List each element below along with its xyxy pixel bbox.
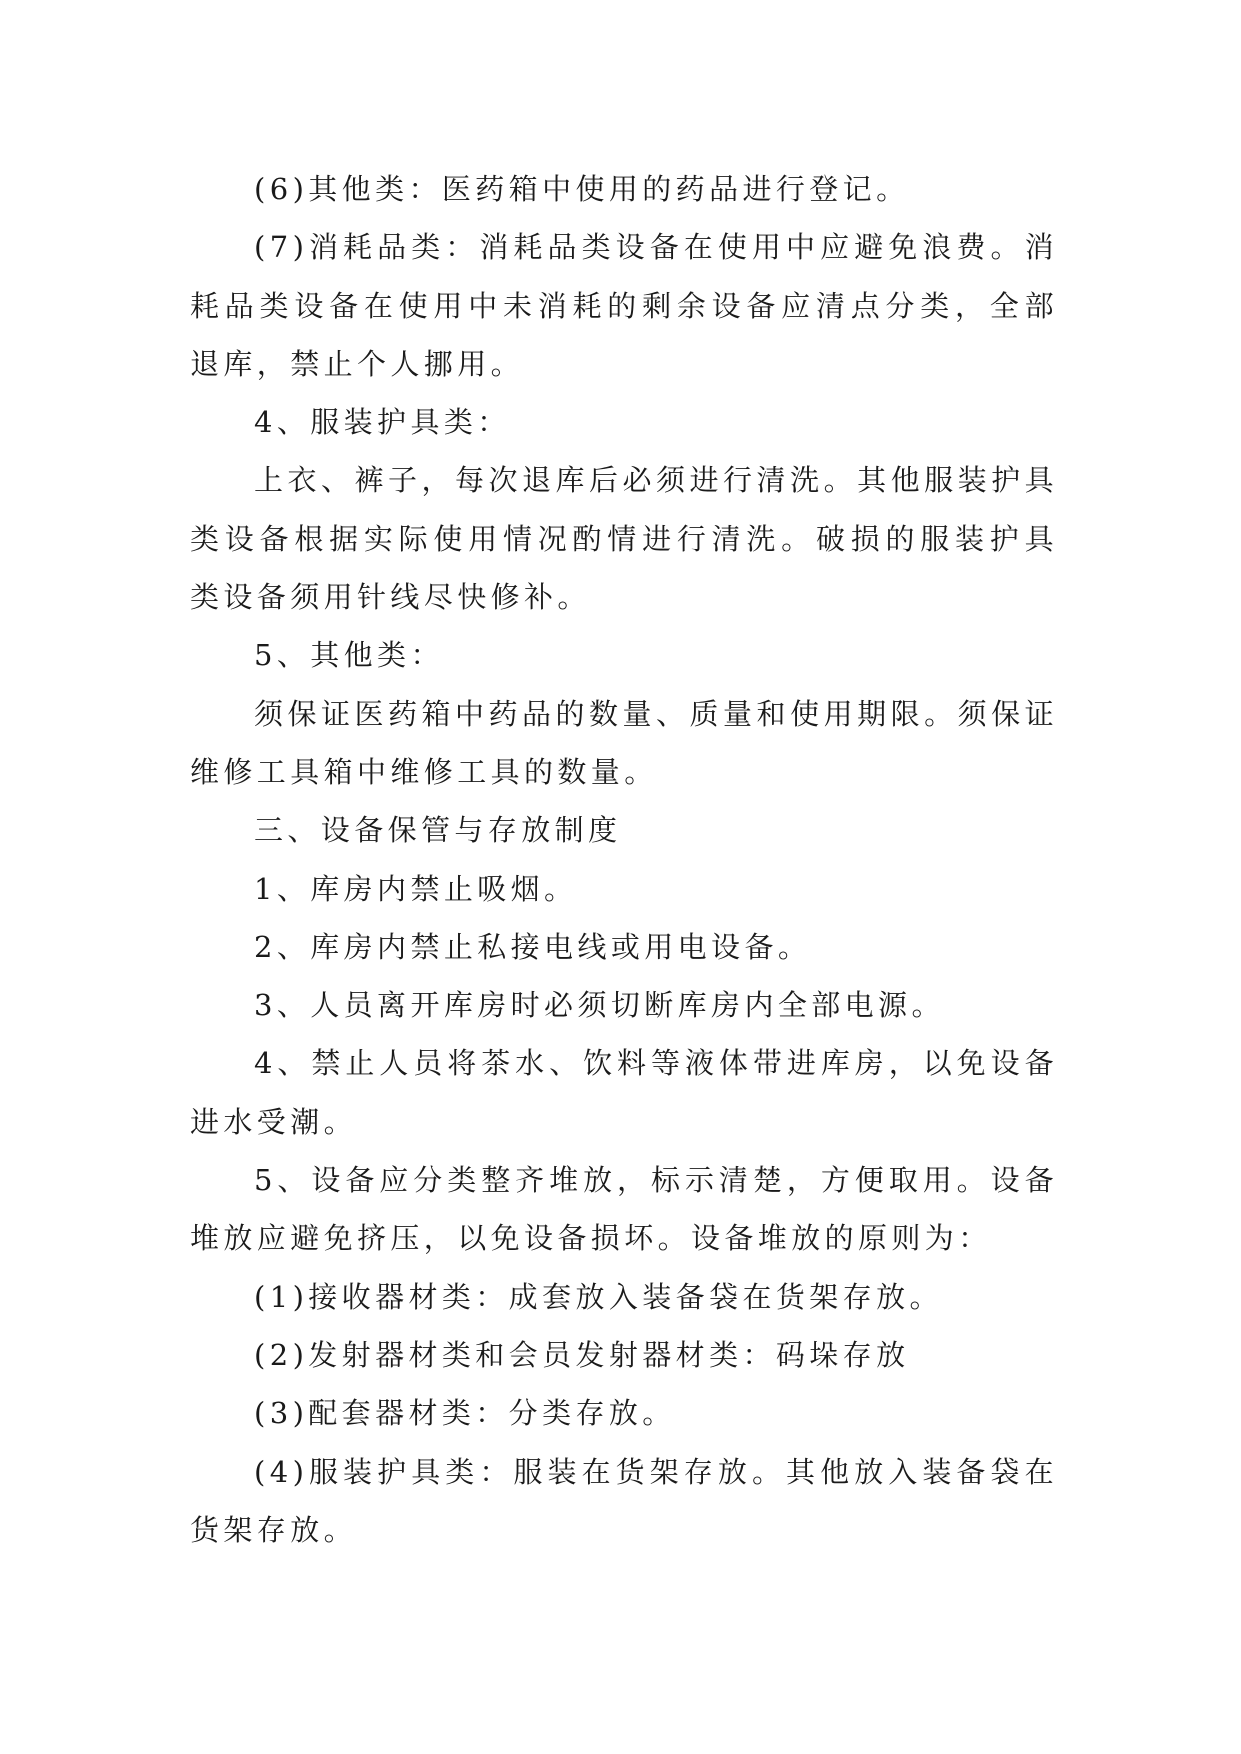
stacking-accessories: (3)配套器材类：分类存放。	[254, 1396, 676, 1431]
section-heading-storage: 三、设备保管与存放制度	[254, 813, 622, 848]
rule-no-wiring: 2、库房内禁止私接电线或用电设备。	[254, 929, 812, 964]
stacking-clothing: (4)服装护具类：服装在货架存放。其他放入装备袋在货架存放。	[190, 1454, 1058, 1547]
paragraph-clothing-cleaning: 上衣、裤子，每次退库后必须进行清洗。其他服装护具类设备根据实际使用情况酌情进行清洗。破损的服装护具类设备须用针线尽快修补。	[190, 463, 1058, 615]
document-page	[190, 160, 1058, 1559]
paragraph-consumables: (7)消耗品类：消耗品类设备在使用中应避免浪费。消耗品类设备在使用中未消耗的剩余设备应清点分类，全部退库，禁止个人挪用。	[190, 230, 1058, 381]
stacking-receivers: (1)接收器材类：成套放入装备袋在货架存放。	[254, 1279, 943, 1314]
paragraph-other-category: (6)其他类：医药箱中使用的药品进行登记。	[254, 172, 910, 206]
rule-no-smoking: 1、库房内禁止吸烟。	[254, 871, 578, 906]
paragraph-medicine-tools: 须保证医药箱中药品的数量、质量和使用期限。须保证维修工具箱中维修工具的数量。	[190, 696, 1058, 789]
rule-power-off: 3、人员离开库房时必须切断库房内全部电源。	[254, 988, 945, 1023]
heading-other: 5、其他类：	[254, 638, 444, 673]
rule-no-liquids: 4、禁止人员将茶水、饮料等液体带进库房，以免设备进水受潮。	[190, 1046, 1058, 1139]
rule-stacking: 5、设备应分类整齐堆放，标示清楚，方便取用。设备堆放应避免挤压，以免设备损坏。设备堆放的原则为：	[190, 1163, 1058, 1256]
stacking-transmitters: (2)发射器材类和会员发射器材类：码垛存放	[254, 1337, 910, 1372]
heading-clothing-protective: 4、服装护具类：	[254, 405, 511, 440]
